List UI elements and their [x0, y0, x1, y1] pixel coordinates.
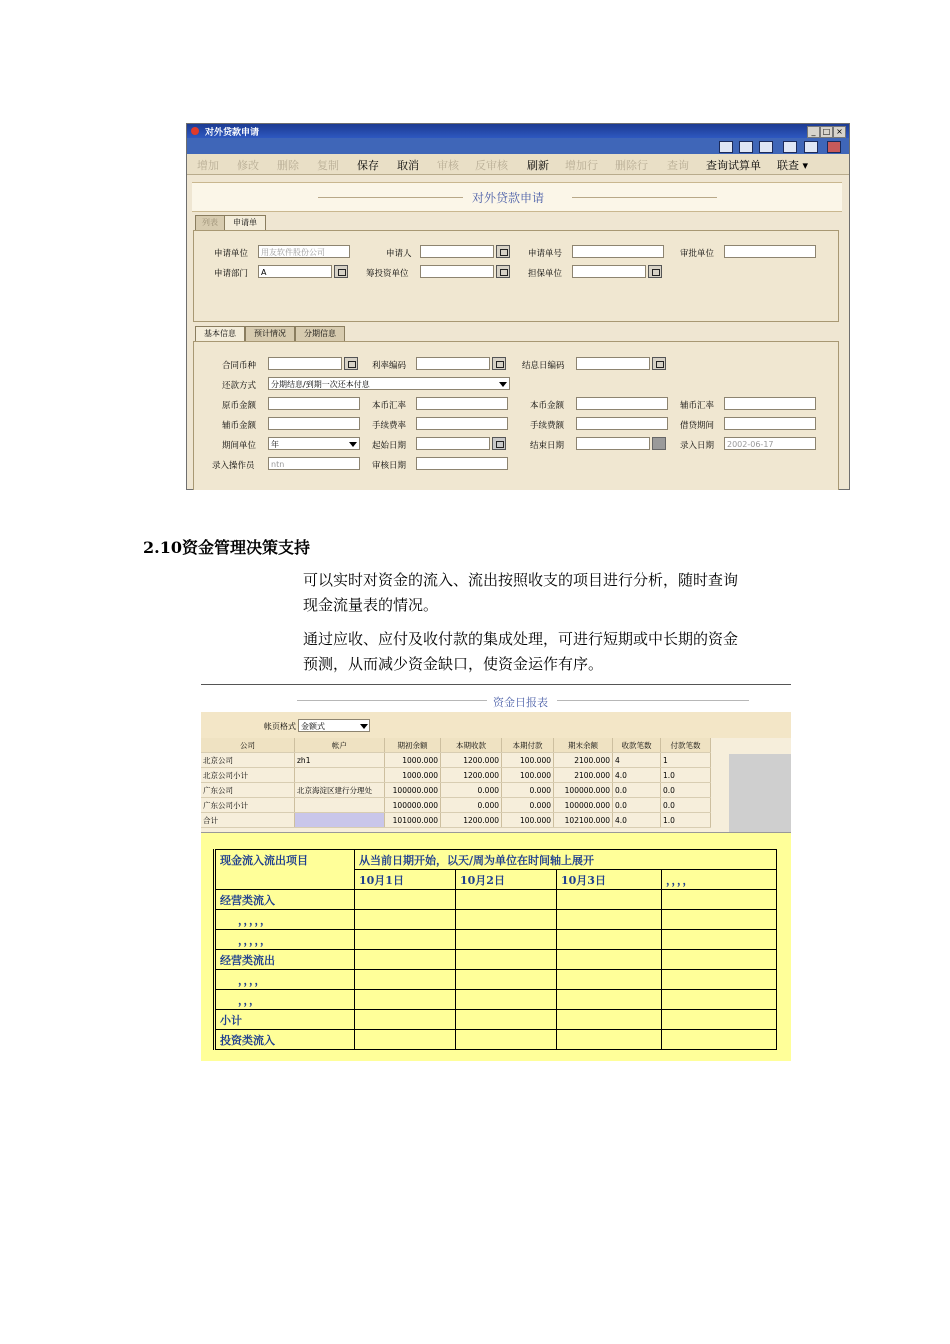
calendar-icon[interactable]: [652, 437, 666, 450]
cell: 广东公司: [201, 783, 295, 798]
start-date-field[interactable]: [416, 437, 490, 450]
apply-dept-field[interactable]: A: [258, 265, 332, 278]
col-header[interactable]: 本期付款: [502, 738, 554, 753]
cell: 2100.000: [554, 768, 613, 783]
tab-application[interactable]: 申请单: [224, 215, 266, 231]
cell: 4: [613, 753, 661, 768]
export-icon[interactable]: [783, 141, 797, 153]
rate-code-field[interactable]: [416, 357, 490, 370]
loan-period-label: 借贷期间: [680, 421, 715, 431]
paragraph-1: [303, 568, 808, 618]
repay-select[interactable]: 分期结息/到期一次还本付息: [268, 377, 510, 390]
span-header: 从当前日期开始，以天/周为单位在时间轴上展开: [355, 850, 777, 870]
format-label: 帐页格式: [264, 722, 296, 731]
report-title: 资金日报表: [493, 696, 548, 709]
cell: 0.0: [661, 783, 711, 798]
guarantee-unit-lookup-icon[interactable]: [648, 265, 662, 278]
minimize-button[interactable]: _: [807, 126, 820, 138]
paragraph-1-line-1: 可以实时对资金的流入、流出按照收支的项目进行分析，随时查询: [303, 571, 739, 589]
col-header[interactable]: 期末余额: [554, 738, 613, 753]
menu-cancel[interactable]: 取消: [397, 159, 419, 172]
rate-code-label: 利率编码: [372, 361, 407, 371]
cashflow-row: [215, 890, 777, 910]
menu-add-row[interactable]: 增加行: [565, 159, 598, 172]
cell: 100000.000: [554, 783, 613, 798]
table-row[interactable]: [201, 768, 711, 783]
tab-basic-info[interactable]: 基本信息: [195, 326, 245, 342]
cell: 4.0: [613, 768, 661, 783]
approve-unit-label: 审批单位: [680, 249, 715, 259]
invest-unit-label: 筹投资单位: [366, 269, 409, 279]
cell: zh1: [295, 753, 385, 768]
menu-query-trial[interactable]: 查询试算单: [706, 159, 761, 172]
apply-dept-label: 申请部门: [214, 269, 249, 279]
cell: 100.000: [502, 753, 554, 768]
settle-code-field[interactable]: [576, 357, 650, 370]
menu-edit[interactable]: 修改: [237, 159, 259, 172]
fee-rate-field[interactable]: [416, 417, 508, 430]
cashflow-header-row: [215, 850, 777, 870]
loan-application-window: [186, 123, 850, 490]
cell: 2100.000: [554, 753, 613, 768]
cell: 4.0: [613, 813, 661, 828]
cell: 100.000: [502, 813, 554, 828]
menu-save[interactable]: 保存: [357, 159, 379, 172]
menu-delete-row[interactable]: 删除行: [615, 159, 648, 172]
rate-code-lookup-icon[interactable]: [492, 357, 506, 370]
cashflow-row: [215, 930, 777, 950]
paragraph-2-line-2: 预测，从而减少资金缺口，使资金运作有序。: [303, 655, 604, 673]
end-date-label: 结束日期: [530, 441, 565, 451]
row-label: 投资类流入: [215, 1030, 355, 1050]
cell: 1000.000: [385, 768, 441, 783]
operator-field[interactable]: ntn: [268, 457, 360, 470]
aux-amount-field[interactable]: [268, 417, 360, 430]
menu-query[interactable]: 查询: [667, 159, 689, 172]
audit-date-label: 审核日期: [372, 461, 407, 471]
basic-info-panel: [193, 341, 839, 490]
cell: 广东公司小计: [201, 798, 295, 813]
local-amount-label: 本币金额: [530, 401, 565, 411]
cell: 1: [661, 753, 711, 768]
tab-list[interactable]: 列表: [195, 215, 225, 231]
table-row[interactable]: [201, 798, 711, 813]
apply-no-label: 申请单号: [528, 249, 563, 259]
row-label: ，，，: [215, 990, 355, 1010]
aux-rate-field[interactable]: [724, 397, 816, 410]
cell: [295, 798, 385, 813]
cell: 100000.000: [385, 783, 441, 798]
menu-audit[interactable]: 审核: [437, 159, 459, 172]
table-header-row: [201, 738, 711, 753]
cell: 0.000: [441, 783, 502, 798]
menu-refresh[interactable]: 刷新: [527, 159, 549, 172]
cell: [295, 768, 385, 783]
apply-unit-label: 申请单位: [214, 249, 249, 259]
col-header[interactable]: 付款笔数: [661, 738, 711, 753]
settle-code-label: 结息日编码: [522, 361, 565, 371]
cell: 102100.000: [554, 813, 613, 828]
loan-period-field[interactable]: [724, 417, 816, 430]
report-top-rule: [201, 684, 791, 685]
tab-forecast[interactable]: 预计情况: [245, 326, 295, 342]
print-icon[interactable]: [719, 141, 733, 153]
cell: 0.0: [613, 783, 661, 798]
window-title: 对外贷款申请: [205, 128, 260, 138]
currency-lookup-icon[interactable]: [344, 357, 358, 370]
cell: 1200.000: [441, 813, 502, 828]
row-label: ，，，，，: [215, 930, 355, 950]
chevron-down-icon[interactable]: [360, 724, 368, 729]
restore-button[interactable]: □: [820, 126, 833, 138]
orig-amount-field[interactable]: [268, 397, 360, 410]
fee-rate-label: 手续费率: [372, 421, 407, 431]
cell: 100000.000: [554, 798, 613, 813]
cell: 北京海淀区建行分理处: [295, 783, 385, 798]
cell: 1200.000: [441, 753, 502, 768]
header-rule-left: [318, 197, 463, 198]
cell: 100.000: [502, 768, 554, 783]
menu-bar: [187, 154, 849, 175]
paragraph-2: [303, 627, 808, 677]
cell: 北京公司: [201, 753, 295, 768]
orig-amount-label: 原币金额: [222, 401, 257, 411]
table-row[interactable]: [201, 783, 711, 798]
currency-label: 合同币种: [222, 361, 257, 371]
report-table: [201, 738, 711, 828]
cell: 0.000: [502, 798, 554, 813]
header-panel: [193, 230, 839, 322]
paragraph-1-line-2: 现金流量表的情况。: [303, 596, 439, 614]
cell: [295, 813, 385, 828]
chevron-down-icon[interactable]: [499, 382, 507, 387]
form-title: 对外贷款申请: [472, 191, 545, 205]
menu-delete[interactable]: 删除: [277, 159, 299, 172]
header-rule-right: [572, 197, 717, 198]
aux-amount-label: 辅币金额: [222, 421, 257, 431]
cell: 0.000: [502, 783, 554, 798]
preview-icon[interactable]: [739, 141, 753, 153]
cell: 1200.000: [441, 768, 502, 783]
cashflow-row: [215, 1010, 777, 1030]
cashflow-row: [215, 950, 777, 970]
icon-toolbar: [187, 138, 849, 154]
start-date-label: 起始日期: [372, 441, 407, 451]
help-icon[interactable]: [827, 141, 841, 153]
cell: 0.0: [661, 798, 711, 813]
cell: 1000.000: [385, 753, 441, 768]
local-amount-field[interactable]: [576, 397, 668, 410]
close-button[interactable]: ×: [833, 126, 846, 138]
period-unit-select[interactable]: 年: [268, 437, 360, 450]
guarantee-unit-field[interactable]: [572, 265, 646, 278]
cashflow-row: [215, 910, 777, 930]
cell: 101000.000: [385, 813, 441, 828]
cell: 100000.000: [385, 798, 441, 813]
row-label: ，，，，，: [215, 910, 355, 930]
local-rate-field[interactable]: [416, 397, 508, 410]
table-row[interactable]: [201, 813, 711, 828]
applicant-field[interactable]: [420, 245, 494, 258]
item-header: 现金流入流出项目: [215, 850, 355, 890]
cashflow-row: [215, 970, 777, 990]
menu-add[interactable]: 增加: [197, 159, 219, 172]
cashflow-row: [215, 1030, 777, 1050]
format-bar: [201, 712, 791, 738]
settle-code-lookup-icon[interactable]: [652, 357, 666, 370]
date-header: 10月1日: [355, 870, 456, 890]
fee-amount-field[interactable]: [576, 417, 668, 430]
row-label: 小计: [215, 1010, 355, 1030]
date-header: 10月2日: [456, 870, 557, 890]
currency-field[interactable]: [268, 357, 342, 370]
audit-date-field[interactable]: [416, 457, 508, 470]
grid-blank-area: [729, 754, 791, 832]
output-icon[interactable]: [759, 141, 773, 153]
cell: 0.0: [613, 798, 661, 813]
cell: 合计: [201, 813, 295, 828]
cell: 北京公司小计: [201, 768, 295, 783]
end-date-field[interactable]: [576, 437, 650, 450]
col-header[interactable]: 本期收款: [441, 738, 502, 753]
approve-unit-field[interactable]: [724, 245, 816, 258]
menu-copy[interactable]: 复制: [317, 159, 339, 172]
entry-date-field[interactable]: 2002-06-17: [724, 437, 816, 450]
applicant-label: 申请人: [386, 249, 412, 259]
col-header[interactable]: 公司: [201, 738, 295, 753]
tab-installment[interactable]: 分期信息: [295, 326, 345, 342]
save-icon[interactable]: [804, 141, 818, 153]
col-header[interactable]: 收款笔数: [613, 738, 661, 753]
aux-rate-label: 辅币汇率: [680, 401, 715, 411]
apply-dept-lookup-icon[interactable]: [334, 265, 348, 278]
operator-label: 录入操作员: [212, 461, 255, 471]
cell: 1.0: [661, 768, 711, 783]
entry-date-label: 录入日期: [680, 441, 715, 451]
cashflow-forecast: [201, 832, 791, 1061]
cashflow-row: [215, 990, 777, 1010]
report-rule-right: [557, 700, 749, 701]
apply-no-field[interactable]: [572, 245, 664, 258]
date-header: 10月3日: [557, 870, 662, 890]
menu-link-query[interactable]: 联查 ▾: [777, 159, 809, 172]
col-header[interactable]: 期初余额: [385, 738, 441, 753]
repay-label: 还款方式: [222, 381, 257, 391]
date-header: ，，，，: [662, 870, 777, 890]
app-icon: [191, 127, 199, 135]
applicant-lookup-icon[interactable]: [496, 245, 510, 258]
apply-unit-field[interactable]: 用友软件股份公司: [258, 245, 350, 258]
chevron-down-icon[interactable]: [349, 442, 357, 447]
guarantee-unit-label: 担保单位: [528, 269, 563, 279]
col-header[interactable]: 帐户: [295, 738, 385, 753]
report-rule-left: [297, 700, 487, 701]
row-label: ，，，，: [215, 970, 355, 990]
window-titlebar: [187, 124, 849, 138]
format-select[interactable]: 金额式: [298, 719, 370, 732]
cashflow-table: [213, 849, 777, 1050]
fee-amount-label: 手续费额: [530, 421, 565, 431]
cell: 1.0: [661, 813, 711, 828]
row-label: 经营类流出: [215, 950, 355, 970]
invest-unit-field[interactable]: [420, 265, 494, 278]
cell: 0.000: [441, 798, 502, 813]
row-label: 经营类流入: [215, 890, 355, 910]
period-unit-label: 期间单位: [222, 441, 257, 451]
paragraph-2-line-1: 通过应收、应付及收付款的集成处理，可进行短期或中长期的资金: [303, 630, 739, 648]
invest-unit-lookup-icon[interactable]: [496, 265, 510, 278]
menu-unaudit[interactable]: 反审核: [475, 159, 508, 172]
table-row[interactable]: [201, 753, 711, 768]
form-header: [192, 182, 842, 212]
calendar-icon[interactable]: [492, 437, 506, 450]
local-rate-label: 本币汇率: [372, 401, 407, 411]
section-heading: 2.10资金管理决策支持: [143, 538, 310, 557]
